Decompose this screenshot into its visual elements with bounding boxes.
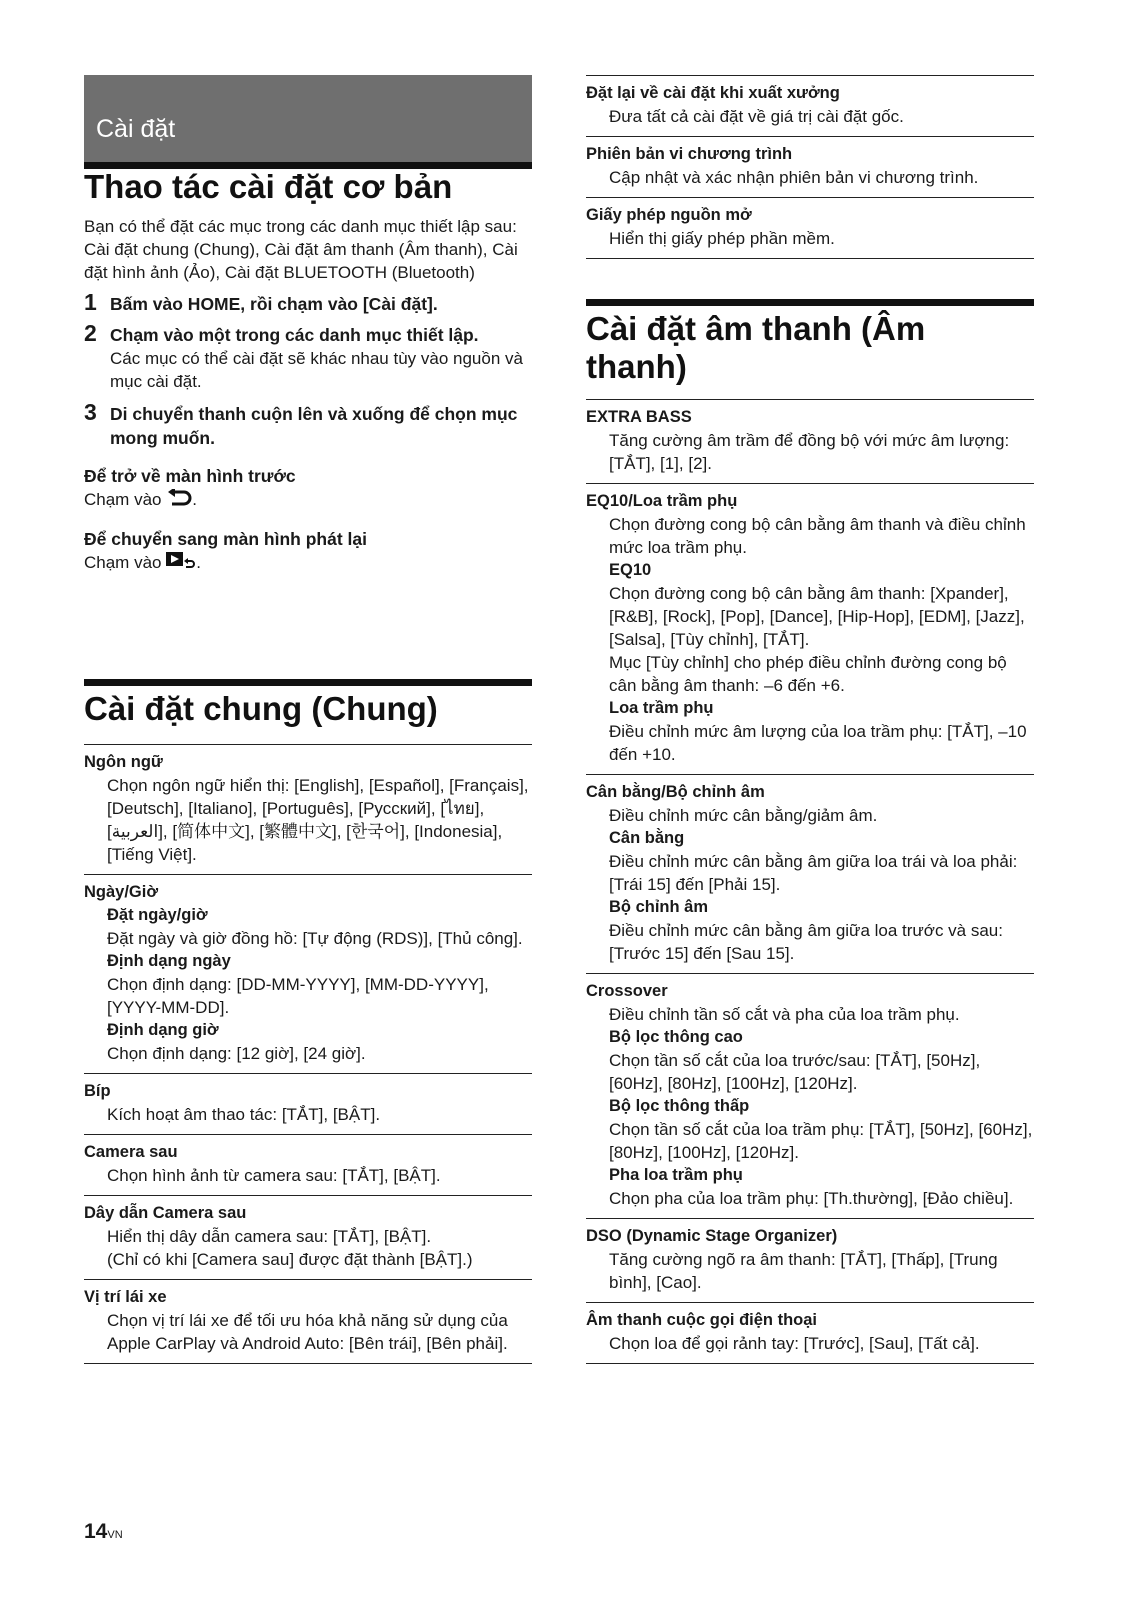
setting-description: Hiển thị giấy phép phần mềm. [609, 229, 835, 248]
setting-description: Chọn loa để gọi rảnh tay: [Trước], [Sau], [Tất cả]. [609, 1334, 980, 1353]
back-text: Chạm vào [84, 490, 162, 509]
section-banner [84, 75, 532, 169]
basic-title: Thao tác cài đặt cơ bản [84, 168, 453, 205]
play-text: Chạm vào [84, 552, 162, 572]
setting-description: Kích hoạt âm thao tác: [TẮT], [BẬT]. [107, 1105, 381, 1124]
general-continued [586, 75, 1034, 259]
setting-description: (Chỉ có khi [Camera sau] được đặt thành [BẬT].) [107, 1250, 473, 1269]
setting-entry [84, 1279, 532, 1363]
play-heading: Để chuyển sang màn hình phát lại [84, 528, 367, 549]
back-heading: Để trở về màn hình trước [84, 466, 296, 486]
setting-description: Chọn định dạng: [DD-MM-YYYY], [MM-DD-YYYY], [YYYY-MM-DD]. [107, 975, 489, 1017]
page-language: VN [107, 1529, 123, 1541]
general-section [84, 679, 532, 1364]
setting-description: Điều chỉnh mức âm lượng của loa trầm phụ: [TẮT], –10 đến +10. [609, 722, 1027, 764]
setting-subheading: Bộ lọc thông thấp [609, 1097, 750, 1115]
setting-description: Điều chỉnh mức cân bằng/giảm âm. [609, 806, 878, 825]
list-bottom-rule [586, 258, 1034, 259]
page-number-value: 14 [84, 1520, 108, 1543]
general-title: Cài đặt chung (Chung) [84, 690, 438, 727]
step-list [84, 289, 532, 450]
sound-rule [586, 299, 1034, 306]
setting-description: Chọn ngôn ngữ hiển thị: [English], [Español], [Français], [Deutsch], [Italiano], [Português], [Русский], [ไทย], [العربية], [简体中文], [繁體中文], [한국어], [Indonesia], [Tiếng Việt]. [107, 776, 529, 864]
setting-description: Điều chỉnh mức cân bằng âm giữa loa trước và sau: [Trước 15] đến [Sau 15]. [609, 921, 1003, 963]
step-2-number: 2 [84, 320, 97, 346]
setting-subheading: Loa trầm phụ [609, 699, 714, 717]
step-1-text: Bấm vào HOME, rồi chạm vào [Cài đặt]. [110, 294, 438, 314]
general-rule [84, 679, 532, 686]
step-2-note: Các mục có thể cài đặt sẽ khác nhau tùy vào nguồn và mục cài đặt. [110, 349, 523, 391]
setting-description: Chọn đường cong bộ cân bằng âm thanh: [Xpander], [R&B], [Rock], [Pop], [Dance], [Hip-Hop], [EDM], [Jazz], [Salsa], [Tùy chỉnh], [TẮT]. [609, 584, 1025, 649]
setting-subheading: Định dạng giờ [107, 1021, 219, 1039]
setting-entry [586, 136, 1034, 197]
setting-description: Chọn tần số cắt của loa trầm phụ: [TẮT], [50Hz], [60Hz], [80Hz], [100Hz], [120Hz]. [609, 1120, 1033, 1162]
setting-subheading: EQ10 [609, 561, 652, 579]
setting-entry [586, 774, 1034, 973]
step-3-number: 3 [84, 399, 97, 425]
general-continued-entries [586, 75, 1034, 259]
setting-description: Tăng cường ngõ ra âm thanh: [TẮT], [Thấp], [Trung bình], [Cao]. [609, 1250, 998, 1292]
setting-description: Đưa tất cả cài đặt về giá trị cài đặt gốc. [609, 107, 904, 126]
setting-entry-title: Crossover [586, 982, 668, 1000]
setting-entry-title: EQ10/Loa trầm phụ [586, 492, 738, 510]
setting-description: Chọn pha của loa trầm phụ: [Th.thường], [Đảo chiều]. [609, 1189, 1014, 1208]
setting-entry [84, 1195, 532, 1279]
basic-intro-1: Bạn có thể đặt các mục trong các danh mục thiết lập sau: [84, 217, 517, 236]
setting-description: Tăng cường âm trầm để đồng bộ với mức âm lượng: [TẮT], [1], [2]. [609, 431, 1010, 473]
setting-entry [84, 1073, 532, 1134]
setting-entry [586, 197, 1034, 258]
setting-subheading: Bộ chỉnh âm [609, 898, 709, 916]
setting-subheading: Định dạng ngày [107, 952, 231, 970]
playback-screen-icon [166, 551, 196, 575]
setting-description: Chọn vị trí lái xe để tối ưu hóa khả năng sử dụng của Apple CarPlay và Android Auto: [Bên trái], [Bên phải]. [107, 1311, 508, 1353]
setting-description: Điều chỉnh mức cân bằng âm giữa loa trái và loa phải: [Trái 15] đến [Phải 15]. [609, 852, 1018, 894]
play-instruction: Chạm vào . [84, 551, 532, 576]
setting-entry-title: Phiên bản vi chương trình [586, 145, 793, 163]
setting-entry-title: Cân bằng/Bộ chỉnh âm [586, 783, 765, 801]
setting-description: Cập nhật và xác nhận phiên bản vi chương trình. [609, 168, 979, 187]
setting-entry [84, 744, 532, 874]
setting-description: Mục [Tùy chỉnh] cho phép điều chỉnh đường cong bộ cân bằng âm thanh: –6 đến +6. [609, 653, 1007, 695]
basic-intro-2: Cài đặt chung (Chung), Cài đặt âm thanh (Âm thanh), Cài đặt hình ảnh (Ảo), Cài đặt BLUETOOTH (Bluetooth) [84, 240, 518, 282]
step-2 [84, 320, 532, 347]
setting-entry-title: Đặt lại về cài đặt khi xuất xưởng [586, 84, 840, 102]
setting-entry [84, 1134, 532, 1195]
setting-description: Chọn tần số cắt của loa trước/sau: [TẮT], [50Hz], [60Hz], [80Hz], [100Hz], [120Hz]. [609, 1051, 981, 1093]
step-3-text: Di chuyển thanh cuộn lên và xuống để chọn mục mong muốn. [110, 404, 518, 448]
setting-entry-title: Giấy phép nguồn mở [586, 206, 752, 224]
step-1 [84, 289, 532, 316]
section-banner-label: Cài đặt [96, 115, 176, 143]
setting-entry-title: EXTRA BASS [586, 408, 692, 426]
setting-entry [586, 1302, 1034, 1363]
setting-entry [586, 399, 1034, 483]
sound-title: Cài đặt âm thanh (Âm thanh) [586, 310, 926, 385]
step-2-text: Chạm vào một trong các danh mục thiết lập. [110, 325, 479, 345]
setting-entry-title: Âm thanh cuộc gọi điện thoại [586, 1311, 817, 1329]
setting-subheading: Pha loa trầm phụ [609, 1166, 743, 1184]
page-number [84, 1520, 123, 1544]
setting-entry-title: Ngôn ngữ [84, 753, 163, 771]
setting-entry-title: Ngày/Giờ [84, 883, 159, 901]
setting-entry [586, 483, 1034, 774]
setting-subheading: Cân bằng [609, 829, 685, 847]
setting-description: Điều chỉnh tần số cắt và pha của loa trầm phụ. [609, 1005, 960, 1024]
setting-entry-title: Camera sau [84, 1143, 178, 1161]
back-instruction: Chạm vào . [84, 488, 532, 513]
sound-entries [586, 399, 1034, 1364]
setting-subheading: Bộ lọc thông cao [609, 1028, 743, 1046]
setting-description: Hiển thị dây dẫn camera sau: [TẮT], [BẬT]. [107, 1227, 432, 1246]
sound-section [586, 299, 1034, 1364]
list-bottom-rule [84, 1363, 532, 1364]
setting-description: Chọn định dạng: [12 giờ], [24 giờ]. [107, 1044, 366, 1063]
step-1-number: 1 [84, 289, 97, 315]
general-entries [84, 744, 532, 1364]
setting-entry [586, 1218, 1034, 1302]
setting-entry-title: Dây dẫn Camera sau [84, 1204, 247, 1222]
setting-entry-title: DSO (Dynamic Stage Organizer) [586, 1227, 838, 1245]
back-arrow-icon [166, 489, 192, 513]
setting-entry-title: Bíp [84, 1082, 111, 1100]
setting-description: Đặt ngày và giờ đồng hồ: [Tự động (RDS)], [Thủ công]. [107, 929, 523, 948]
setting-entry [586, 973, 1034, 1218]
basic-section [84, 168, 532, 575]
setting-entry [84, 874, 532, 1073]
setting-subheading: Đặt ngày/giờ [107, 906, 208, 924]
setting-entry [586, 75, 1034, 136]
list-bottom-rule [586, 1363, 1034, 1364]
step-3 [84, 399, 532, 450]
setting-entry-title: Vị trí lái xe [84, 1288, 167, 1306]
setting-description: Chọn hình ảnh từ camera sau: [TẮT], [BẬT]. [107, 1166, 441, 1185]
setting-description: Chọn đường cong bộ cân bằng âm thanh và điều chỉnh mức loa trầm phụ. [609, 515, 1026, 557]
